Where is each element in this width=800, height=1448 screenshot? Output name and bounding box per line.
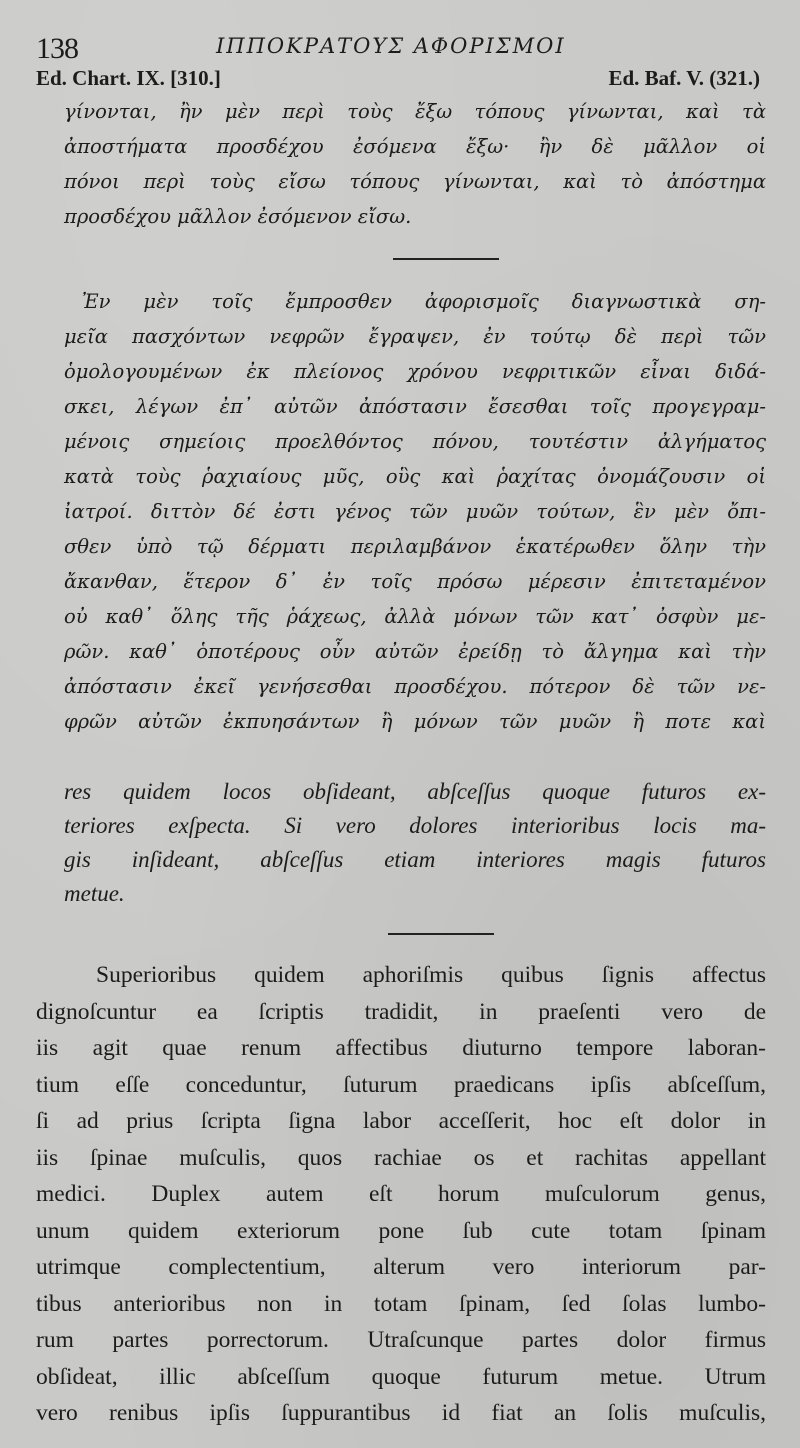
text-line: dignoſcuntur ea ſcriptis tradidit, in praeſenti vero de	[36, 998, 766, 1025]
text-line: ἀπόστασιν ἐκεῖ γενήσεσθαι προσδέχου. πότερον δὲ τῶν νε-	[64, 675, 766, 698]
greek-commentary-text	[36, 284, 766, 739]
text-line: φρῶν αὐτῶν ἐκπυησάντων ἢ μόνων τῶν μυῶν ἢ ποτε καὶ	[64, 710, 766, 733]
text-line: σκει, λέγων ἐπ᾽ αὐτῶν ἀπόστασιν ἔσεσθαι τοῖς προγεγραμ-	[64, 395, 766, 418]
text-line: teriores exſpecta. Si vero dolores interioribus locis ma-	[64, 813, 766, 838]
text-line: res quidem locos obſideant, abſceſſus quoque futuros ex-	[64, 779, 766, 804]
text-line: ὁμολογουμένων ἐκ πλείονος χρόνου νεφριτικῶν εἶναι διδά-	[64, 360, 766, 383]
text-line: tibus anterioribus non in totam ſpinam, ſed ſolas lumbo-	[36, 1290, 766, 1317]
text-line: οὐ καθ᾽ ὅλης τῆς ῥάχεως, ἀλλὰ μόνων τῶν κατ᾽ ὀσφὺν με-	[64, 605, 766, 628]
text-line: ρῶν. καθ᾽ ὁποτέρους οὖν αὐτῶν ἐρείδῃ τὸ ἄλγημα καὶ τὴν	[64, 640, 766, 663]
text-line: μένοις σημείοις προελθόντος πόνου, τουτέστιν ἀλγήματος	[64, 430, 766, 453]
text-line: medici. Duplex autem eſt horum muſculorum genus,	[36, 1181, 766, 1207]
greek-aphorism-text	[36, 94, 766, 234]
page-number: 138	[36, 32, 78, 65]
text-line: ἄκανθαν, ἕτερον δ᾽ ἐν τοῖς πρόσω μέρεσιν ἐπιτεταμένον	[64, 570, 766, 593]
text-line: σθεν ὑπὸ τῷ δέρματι περιλαμβάνον ἑκατέρωθεν ὅλην τὴν	[64, 535, 766, 558]
text-line: Ἐν μὲν τοῖς ἔμπροσθεν ἀφορισμοῖς διαγνωστικὰ ση-	[82, 290, 766, 313]
section-divider	[393, 258, 499, 260]
text-line: γίνονται, ἢν μὲν περὶ τοὺς ἔξω τόπους γίνωνται, καὶ τὰ	[64, 100, 766, 123]
text-line: ſi ad prius ſcripta ſigna labor acceſſerit, hoc eſt dolor in	[36, 1108, 766, 1134]
section-divider	[388, 933, 494, 935]
text-line: rum partes porrectorum. Utraſcunque partes dolor firmus	[36, 1327, 766, 1353]
text-line: προσδέχου μᾶλλον ἐσόμενον εἴσω.	[64, 205, 412, 228]
latin-commentary-text	[36, 957, 766, 1432]
text-line: πόνοι περὶ τοὺς εἴσω τόπους γίνωνται, καὶ τὸ ἀπόστημα	[64, 170, 766, 193]
page-header	[36, 30, 766, 66]
edition-reference-right: Ed. Baf. V. (321.)	[608, 66, 760, 90]
text-line: vero renibus ipſis ſuppurantibus id fiat an ſolis muſculis,	[36, 1400, 766, 1426]
text-line: gis inſideant, abſceſſus etiam interiores magis futuros	[64, 847, 766, 872]
text-line: obſideat, illic abſceſſum quoque futurum metue. Utrum	[36, 1363, 766, 1390]
text-line: iis agit quae renum affectibus diuturno tempore laboran-	[36, 1035, 766, 1061]
text-line: metue.	[64, 881, 125, 906]
text-line: ἀποστήματα προσδέχου ἐσόμενα ἔξω· ἢν δὲ μᾶλλον οἱ	[64, 135, 766, 158]
text-line: utrimque complectentium, alterum vero interiorum par-	[36, 1254, 766, 1280]
text-line: ἰατροί. διττὸν δέ ἐστι γένος τῶν μυῶν τούτων, ἓν μὲν ὄπι-	[64, 500, 766, 523]
text-line: κατὰ τοὺς ῥαχιαίους μῦς, οὓς καὶ ῥαχίτας ὀνομάζουσιν οἱ	[64, 465, 766, 488]
text-line: tium eſſe conceduntur, ſuturum praedicans ipſis abſceſſum,	[36, 1071, 766, 1098]
text-line: unum quidem exteriorum pone ſub cute totam ſpinam	[36, 1217, 766, 1244]
edition-reference-left: Ed. Chart. IX. [310.]	[36, 66, 221, 90]
text-line: Superioribus quidem aphoriſmis quibus ſignis affectus	[96, 962, 766, 988]
latin-aphorism-text	[36, 775, 766, 911]
text-line: μεῖα πασχόντων νεφρῶν ἔγραψεν, ἐν τούτῳ δὲ περὶ τῶν	[64, 325, 766, 348]
running-title: ΙΠΠΟΚΡΑΤΟΥΣ ΑΦΟΡΙΣΜΟΙ	[216, 34, 566, 58]
text-line: iis ſpinae muſculis, quos rachiae os et rachitas appellant	[36, 1144, 766, 1171]
edition-reference-line	[36, 66, 766, 94]
